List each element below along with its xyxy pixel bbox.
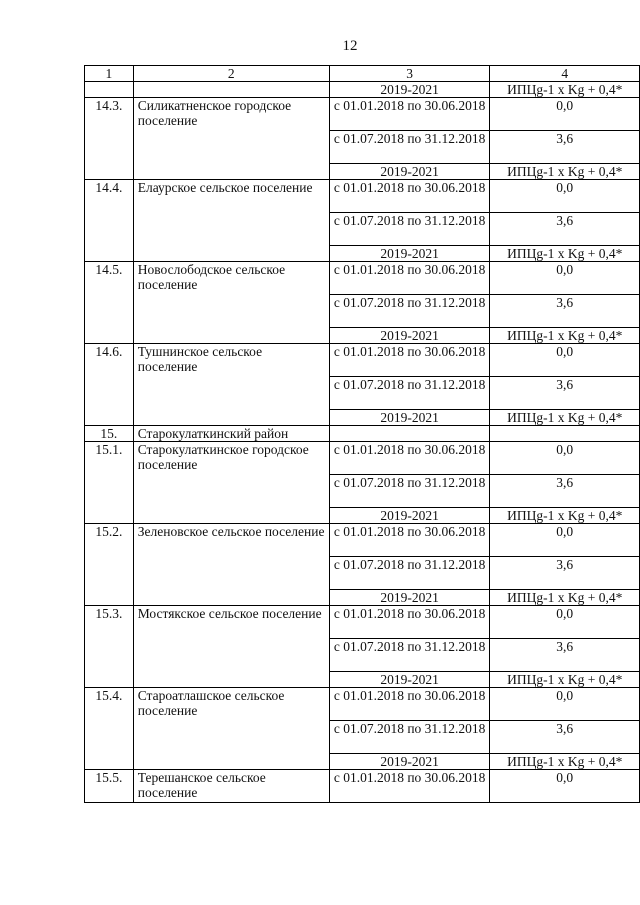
period-cell: с 01.01.2018 по 30.06.2018	[329, 180, 490, 213]
period-cell	[329, 426, 490, 442]
period-cell: 2019-2021	[329, 508, 490, 524]
name-cell: Новослободское сельское поселение	[133, 262, 329, 344]
period-cell: с 01.01.2018 по 30.06.2018	[329, 442, 490, 475]
number-cell	[85, 82, 134, 98]
value-cell: ИПЦg-1 x Kg + 0,4*	[490, 754, 640, 770]
value-cell: ИПЦg-1 x Kg + 0,4*	[490, 246, 640, 262]
value-cell: ИПЦg-1 x Kg + 0,4*	[490, 82, 640, 98]
table-row	[85, 770, 640, 803]
value-cell: 3,6	[490, 639, 640, 672]
name-cell: Староатлашское сельское поселение	[133, 688, 329, 770]
region-name-cell: Старокулаткинский район	[133, 426, 329, 442]
value-cell: ИПЦg-1 x Kg + 0,4*	[490, 410, 640, 426]
value-cell: ИПЦg-1 x Kg + 0,4*	[490, 328, 640, 344]
period-cell: с 01.07.2018 по 31.12.2018	[329, 131, 490, 164]
period-cell: с 01.01.2018 по 30.06.2018	[329, 98, 490, 131]
region-row	[85, 426, 640, 442]
period-cell: с 01.07.2018 по 31.12.2018	[329, 721, 490, 754]
value-cell: 0,0	[490, 180, 640, 213]
number-cell: 15.2.	[85, 524, 134, 606]
period-cell: 2019-2021	[329, 672, 490, 688]
name-cell: Зеленовское сельское поселение	[133, 524, 329, 606]
period-cell: с 01.01.2018 по 30.06.2018	[329, 524, 490, 557]
name-cell: Силикатненское городское поселение	[133, 98, 329, 180]
number-cell: 15.1.	[85, 442, 134, 524]
period-cell: с 01.07.2018 по 31.12.2018	[329, 213, 490, 246]
value-cell: 3,6	[490, 475, 640, 508]
table-row	[85, 262, 640, 295]
name-cell: Елаурское сельское поселение	[133, 180, 329, 262]
value-cell: 0,0	[490, 770, 640, 803]
period-cell: с 01.01.2018 по 30.06.2018	[329, 770, 490, 803]
table-row	[85, 524, 640, 557]
period-cell: с 01.07.2018 по 31.12.2018	[329, 377, 490, 410]
period-cell: с 01.07.2018 по 31.12.2018	[329, 557, 490, 590]
table-row	[85, 442, 640, 475]
table-row	[85, 344, 640, 377]
value-cell: 0,0	[490, 344, 640, 377]
period-cell: 2019-2021	[329, 246, 490, 262]
tariff-table	[84, 65, 640, 803]
column-header: 4	[490, 66, 640, 82]
number-cell: 15.3.	[85, 606, 134, 688]
value-cell: ИПЦg-1 x Kg + 0,4*	[490, 590, 640, 606]
value-cell: 0,0	[490, 442, 640, 475]
period-cell: 2019-2021	[329, 164, 490, 180]
name-cell: Терешанское сельское поселение	[133, 770, 329, 803]
value-cell: 3,6	[490, 131, 640, 164]
name-cell: Старокулаткинское городское поселение	[133, 442, 329, 524]
table-row	[85, 606, 640, 639]
value-cell: 0,0	[490, 688, 640, 721]
period-cell: 2019-2021	[329, 590, 490, 606]
value-cell: 3,6	[490, 557, 640, 590]
number-cell: 15.5.	[85, 770, 134, 803]
table-header-row	[85, 66, 640, 82]
value-cell: 3,6	[490, 213, 640, 246]
number-cell: 14.6.	[85, 344, 134, 426]
column-header: 2	[133, 66, 329, 82]
table-row	[85, 688, 640, 721]
value-cell: 3,6	[490, 721, 640, 754]
period-cell: 2019-2021	[329, 328, 490, 344]
value-cell: ИПЦg-1 x Kg + 0,4*	[490, 508, 640, 524]
table-row	[85, 82, 640, 98]
table-row	[85, 180, 640, 213]
name-cell: Мостякское сельское поселение	[133, 606, 329, 688]
value-cell: 3,6	[490, 295, 640, 328]
column-header: 1	[85, 66, 134, 82]
period-cell: с 01.01.2018 по 30.06.2018	[329, 606, 490, 639]
period-cell: с 01.01.2018 по 30.06.2018	[329, 344, 490, 377]
number-cell: 14.4.	[85, 180, 134, 262]
value-cell: 0,0	[490, 262, 640, 295]
value-cell: 0,0	[490, 606, 640, 639]
number-cell: 14.5.	[85, 262, 134, 344]
value-cell: ИПЦg-1 x Kg + 0,4*	[490, 672, 640, 688]
period-cell: с 01.07.2018 по 31.12.2018	[329, 639, 490, 672]
value-cell	[490, 426, 640, 442]
value-cell: ИПЦg-1 x Kg + 0,4*	[490, 164, 640, 180]
period-cell: с 01.01.2018 по 30.06.2018	[329, 688, 490, 721]
number-cell: 14.3.	[85, 98, 134, 180]
value-cell: 0,0	[490, 524, 640, 557]
column-header: 3	[329, 66, 490, 82]
value-cell: 0,0	[490, 98, 640, 131]
table-row	[85, 98, 640, 131]
period-cell: 2019-2021	[329, 754, 490, 770]
period-cell: с 01.07.2018 по 31.12.2018	[329, 475, 490, 508]
number-cell: 15.4.	[85, 688, 134, 770]
number-cell: 15.	[85, 426, 134, 442]
page-number: 12	[342, 38, 358, 54]
period-cell: с 01.07.2018 по 31.12.2018	[329, 295, 490, 328]
period-cell: с 01.01.2018 по 30.06.2018	[329, 262, 490, 295]
name-cell	[133, 82, 329, 98]
period-cell: 2019-2021	[329, 410, 490, 426]
value-cell: 3,6	[490, 377, 640, 410]
name-cell: Тушнинское сельское поселение	[133, 344, 329, 426]
period-cell: 2019-2021	[329, 82, 490, 98]
